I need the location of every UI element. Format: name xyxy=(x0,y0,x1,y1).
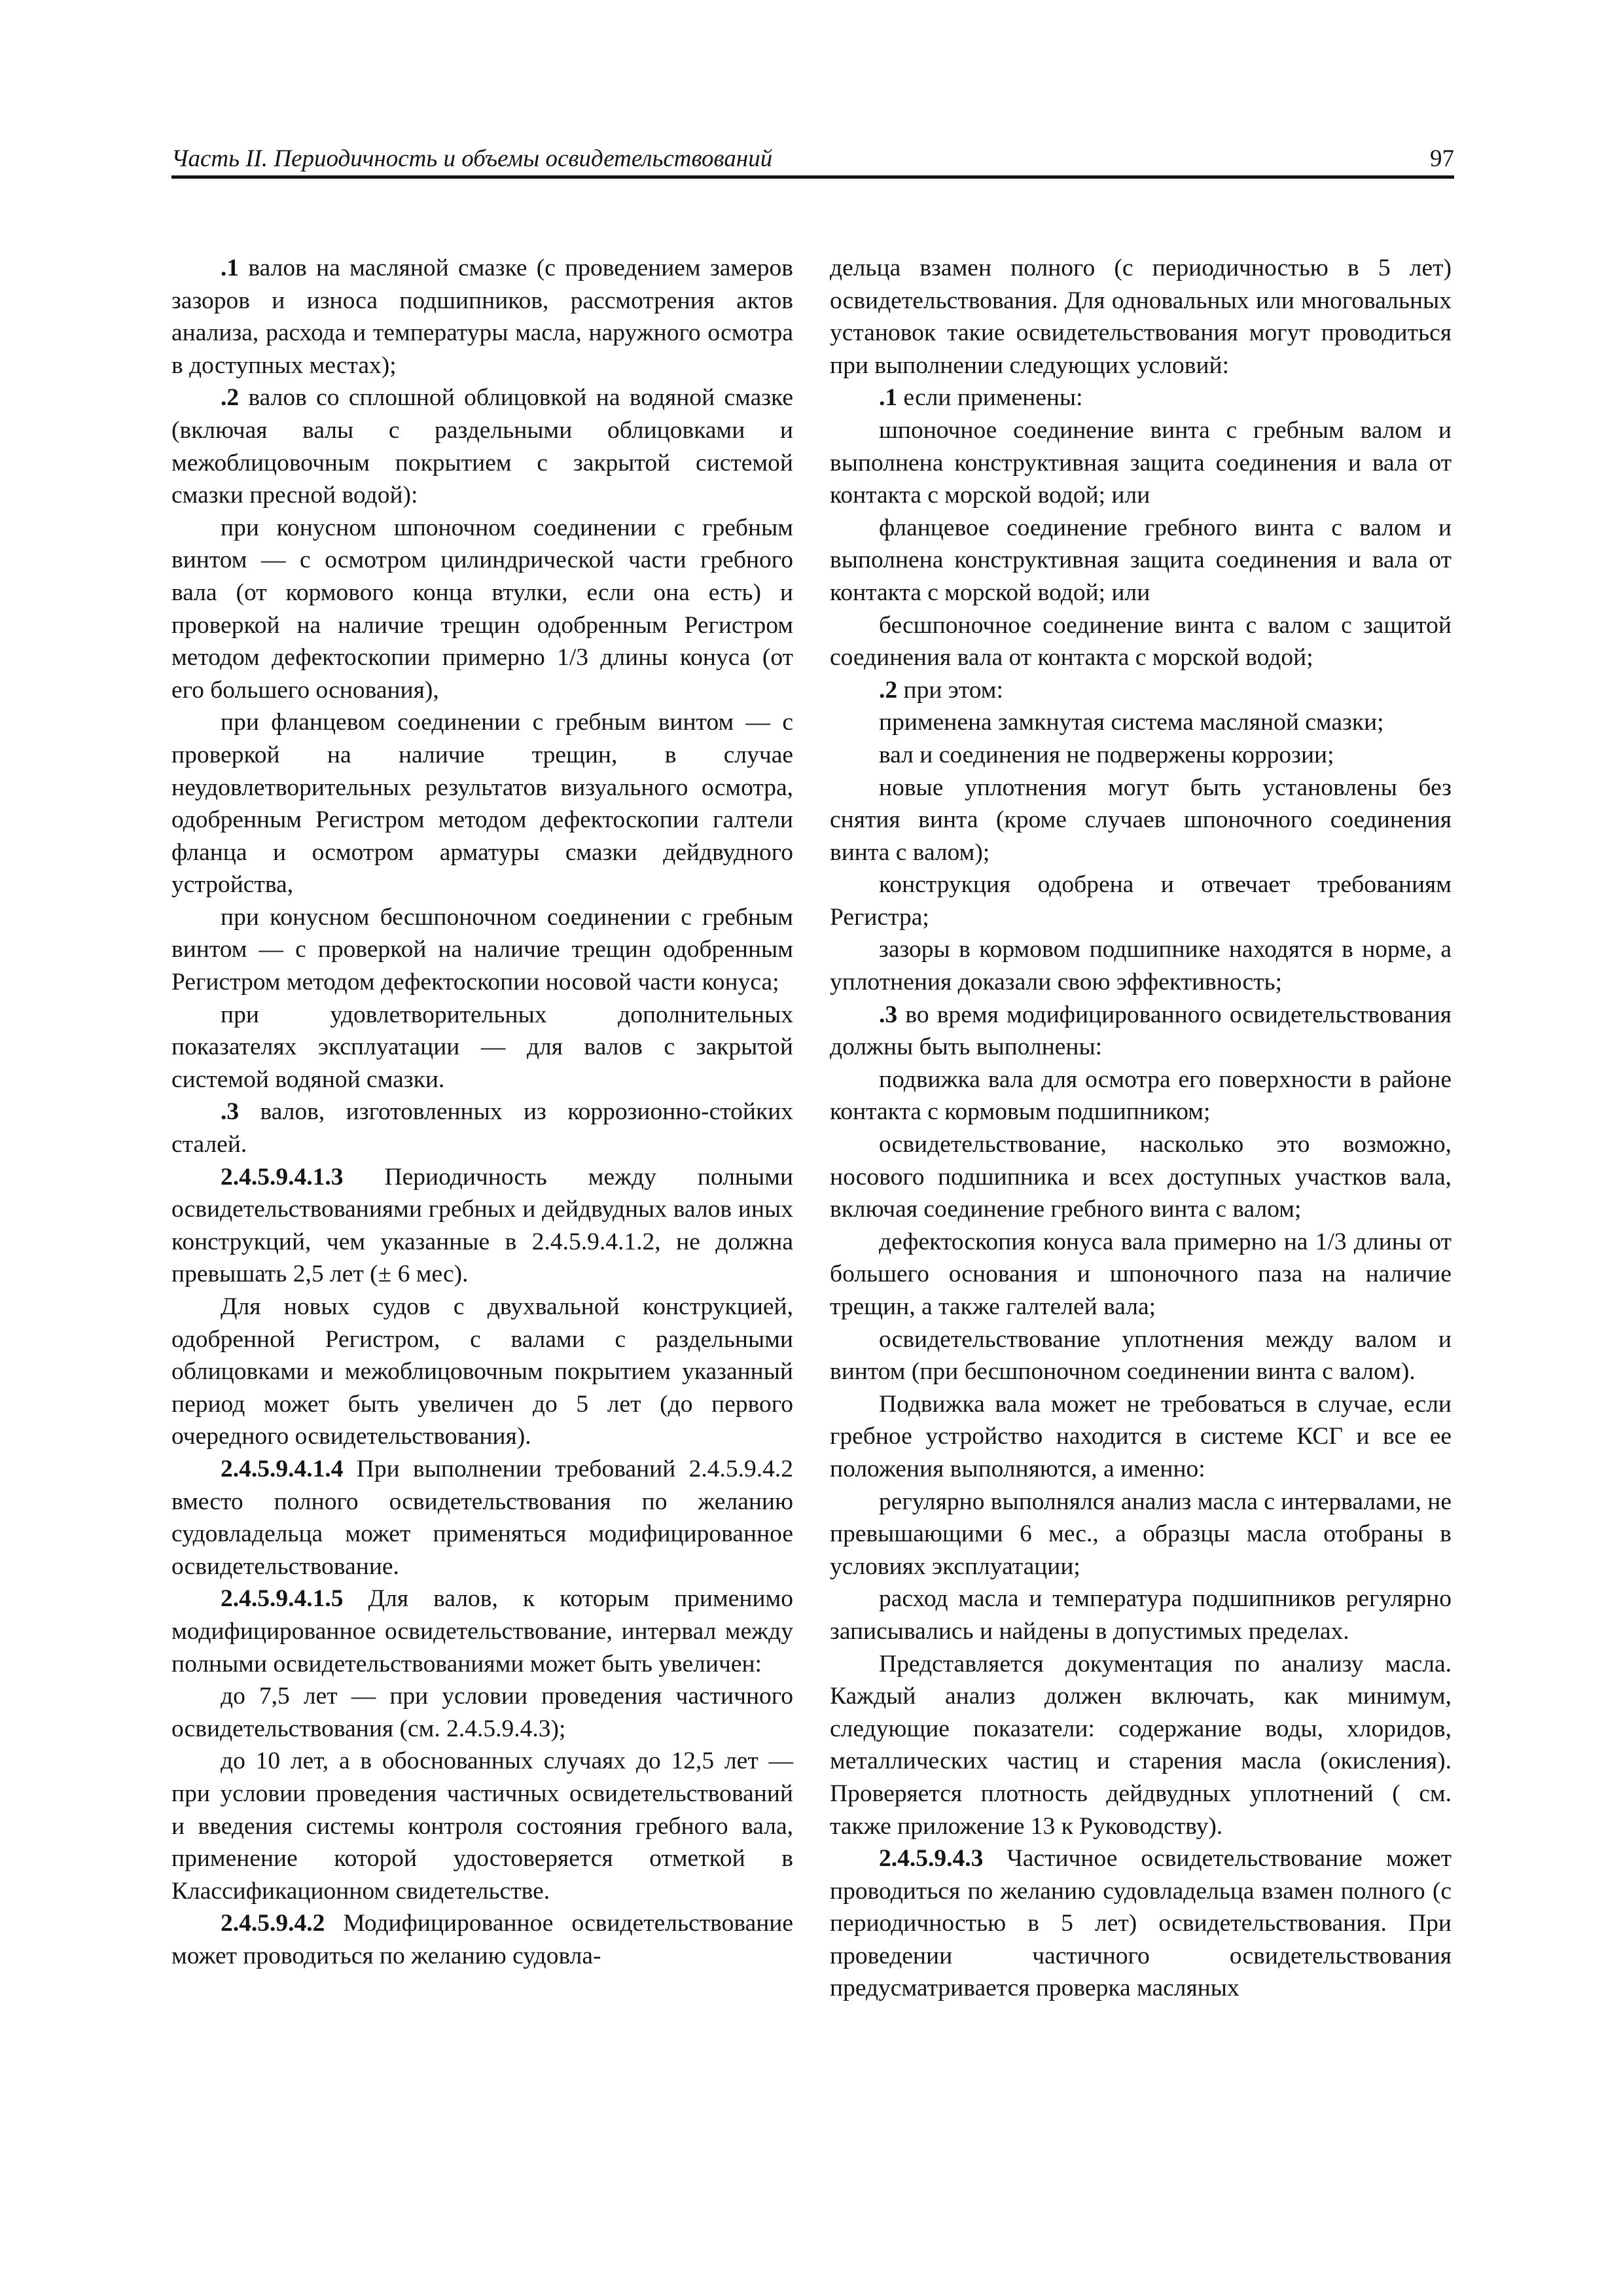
paragraph xyxy=(171,1907,793,1972)
paragraph-text: подвижка вала для осмотра его поверхности в районе контакта с кормовым подшипником; xyxy=(830,1066,1452,1126)
paragraph-text: при конусном шпоночном соединении с гребным винтом — с осмотром цилиндрической части гребного вала (от кормового конца втулки, если она есть) и проверкой на наличие трещин одобренным Регистром методом дефектоскопии примерно 1/3 длины конуса (от его большего основания), xyxy=(171,514,793,704)
paragraph-text: Частичное освидетельствование может проводиться по желанию судовладельца взамен полного (с периодичностью в 5 лет) освидетельствования. При проведении частичного освидетельствования предусматривается проверка масляных xyxy=(830,1845,1452,2002)
paragraph-number: .1 xyxy=(879,384,898,412)
paragraph-number: .2 xyxy=(221,384,240,412)
paragraph-text: расход масла и температура подшипников регулярно записывались и найдены в допустимых пределах. xyxy=(830,1585,1452,1645)
right-column xyxy=(830,252,1452,2005)
paragraph xyxy=(830,1064,1452,1128)
paragraph-text: фланцевое соединение гребного винта с валом и выполнена конструктивная защита соединения и вала от контакта с морской водой; или xyxy=(830,514,1452,606)
paragraph xyxy=(830,999,1452,1064)
running-title: Часть II. Периодичность и объемы освидетельствований xyxy=(171,145,773,172)
paragraph-text: валов, изготовленных из коррозионно-стойких сталей. xyxy=(171,1098,793,1158)
paragraph xyxy=(171,1583,793,1680)
paragraph-text: до 7,5 лет — при условии проведения частичного освидетельствования (см. 2.4.5.9.4.3); xyxy=(171,1683,793,1742)
paragraph-text: Подвижка вала может не требоваться в случае, если гребное устройство находится в системе КСГ и все ее положения выполняются, а именно: xyxy=(830,1390,1452,1482)
paragraph xyxy=(830,1842,1452,2005)
paragraph-text: во время модифицированного освидетельствования должны быть выполнены: xyxy=(830,1001,1452,1061)
paragraph-text: дефектоскопия конуса вала примерно на 1/3 длины от большего основания и шпоночного паза на наличие трещин, а также галтелей вала; xyxy=(830,1228,1452,1320)
paragraph-number: 2.4.5.9.4.1.4 xyxy=(221,1455,344,1482)
paragraph-text: при удовлетворительных дополнительных показателях эксплуатации — для валов с закрытой системой водяной смазки. xyxy=(171,1001,793,1093)
paragraph-number: .1 xyxy=(221,255,240,281)
paragraph xyxy=(171,1680,793,1745)
paragraph xyxy=(830,674,1452,707)
paragraph xyxy=(830,1323,1452,1388)
paragraph xyxy=(171,1453,793,1583)
paragraph-text: регулярно выполнялся анализ масла с интервалами, не превышающими 6 мес., а образцы масла отобраны в условиях эксплуатации; xyxy=(830,1488,1452,1580)
paragraph xyxy=(171,1161,793,1291)
paragraph-number: .3 xyxy=(221,1098,240,1126)
paragraph-text: при фланцевом соединении с гребным винтом — с проверкой на наличие трещин, в случае неудовлетворительных результатов визуального осмотра, одобренным Регистром методом дефектоскопии галтели фланца и осмотром арматуры смазки дейдвудного устройства, xyxy=(171,709,793,899)
paragraph-text: Модифицированное освидетельствование может проводиться по желанию судовла- xyxy=(171,1910,793,1969)
paragraph-number: 2.4.5.9.4.2 xyxy=(221,1910,325,1937)
paragraph-number: 2.4.5.9.4.3 xyxy=(879,1845,984,1873)
paragraph xyxy=(830,1486,1452,1583)
paragraph-text: применена замкнутая система масляной смазки; xyxy=(879,709,1384,736)
paragraph-text: вал и соединения не подвержены коррозии; xyxy=(879,741,1334,768)
paragraph-text: освидетельствование, насколько это возможно, носового подшипника и всех доступных участков вала, включая соединение гребного винта с валом; xyxy=(830,1131,1452,1223)
paragraph-text: зазоры в кормовом подшипнике находятся в норме, а уплотнения доказали свою эффективность; xyxy=(830,936,1452,996)
left-column xyxy=(171,252,793,1972)
paragraph xyxy=(171,901,793,999)
paragraph xyxy=(830,1583,1452,1647)
paragraph-number: 2.4.5.9.4.1.5 xyxy=(221,1585,344,1613)
paragraph-text: Представляется документация по анализу масла. Каждый анализ должен включать, как минимум, следующие показатели: содержание воды, хлоридов, металлических частиц и старения масла (окисления). Проверяется плотность дейдвудных уплотнений ( см. также приложение 13 к Руководству). xyxy=(830,1650,1452,1840)
paragraph xyxy=(171,382,793,511)
paragraph xyxy=(171,1745,793,1907)
paragraph xyxy=(171,1291,793,1453)
paragraph xyxy=(171,1096,793,1160)
paragraph-text: при этом: xyxy=(897,676,1003,704)
paragraph xyxy=(830,739,1452,772)
paragraph-text: если применены: xyxy=(897,384,1083,412)
paragraph-text: шпоночное соединение винта с гребным валом и выполнена конструктивная защита соединения и вала от контакта с морской водой; или xyxy=(830,416,1452,509)
paragraph-text: бесшпоночное соединение винта с валом с защитой соединения вала от контакта с морской водой; xyxy=(830,611,1452,672)
paragraph xyxy=(830,1128,1452,1226)
paragraph xyxy=(830,609,1452,674)
paragraph xyxy=(830,869,1452,933)
paragraph-number: .2 xyxy=(879,676,898,704)
page-header xyxy=(171,140,1454,178)
paragraph-text: дельца взамен полного (с периодичностью в 5 лет) освидетельствования. Для одновальных или многовальных установок такие освидетельствования могут проводиться при выполнении следующих условий: xyxy=(830,255,1452,379)
paragraph xyxy=(830,933,1452,998)
paragraph-text: Для валов, к которым применимо модифицированное освидетельствование, интервал между полными освидетельствованиями может быть увеличен: xyxy=(171,1585,793,1677)
paragraph-text: При выполнении требований 2.4.5.9.4.2 вместо полного освидетельствования по желанию судовладельца может применяться модифицированное освидетельствование. xyxy=(171,1455,793,1580)
paragraph xyxy=(830,252,1452,382)
paragraph xyxy=(171,512,793,707)
paragraph xyxy=(830,1226,1452,1323)
paragraph xyxy=(171,999,793,1096)
paragraph-text: до 10 лет, а в обоснованных случаях до 12,5 лет — при условии проведения частичных освидетельствований и введения системы контроля состояния гребного вала, применение которой удостоверяется отметкой в Классификационном свидетельстве. xyxy=(171,1748,793,1905)
paragraph xyxy=(830,512,1452,609)
paragraph-number: .3 xyxy=(879,1001,898,1028)
paragraph xyxy=(830,706,1452,739)
paragraph xyxy=(830,1648,1452,1843)
page-number: 97 xyxy=(1430,145,1454,172)
paragraph-text: Для новых судов с двухвальной конструкцией, одобренной Регистром, с валами с раздельными облицовками и межоблицовочным покрытием указанный период может быть увеличен до 5 лет (до первого очередного освидетельствования). xyxy=(171,1293,793,1450)
paragraph xyxy=(830,1388,1452,1486)
paragraph-text: при конусном бесшпоночном соединении с гребным винтом — с проверкой на наличие трещин одобренным Регистром методом дефектоскопии носовой части конуса; xyxy=(171,903,793,996)
paragraph-text: конструкция одобрена и отвечает требованиям Регистра; xyxy=(830,871,1452,931)
paragraph xyxy=(830,382,1452,414)
paragraph xyxy=(171,706,793,901)
paragraph xyxy=(830,772,1452,869)
paragraph xyxy=(830,414,1452,512)
header-rule xyxy=(171,175,1454,179)
paragraph-number: 2.4.5.9.4.1.3 xyxy=(221,1163,344,1191)
paragraph-text: валов со сплошной облицовкой на водяной смазке (включая валы с раздельными облицовками и межоблицовочным покрытием с закрытой системой смазки пресной водой): xyxy=(171,384,793,509)
paragraph-text: новые уплотнения могут быть установлены без снятия винта (кроме случаев шпоночного соединения винта с валом); xyxy=(830,774,1452,866)
paragraph-text: Периодичность между полными освидетельствованиями гребных и дейдвудных валов иных конструкций, чем указанные в 2.4.5.9.4.1.2, не должна превышать 2,5 лет (± 6 мес). xyxy=(171,1163,793,1288)
paragraph xyxy=(171,252,793,382)
paragraph-text: валов на масляной смазке (с проведением замеров зазоров и износа подшипников, рассмотрения актов анализа, расхода и температуры масла, наружного осмотра в доступных местах); xyxy=(171,255,793,379)
paragraph-text: освидетельствование уплотнения между валом и винтом (при бесшпоночном соединении винта с валом). xyxy=(830,1325,1452,1386)
